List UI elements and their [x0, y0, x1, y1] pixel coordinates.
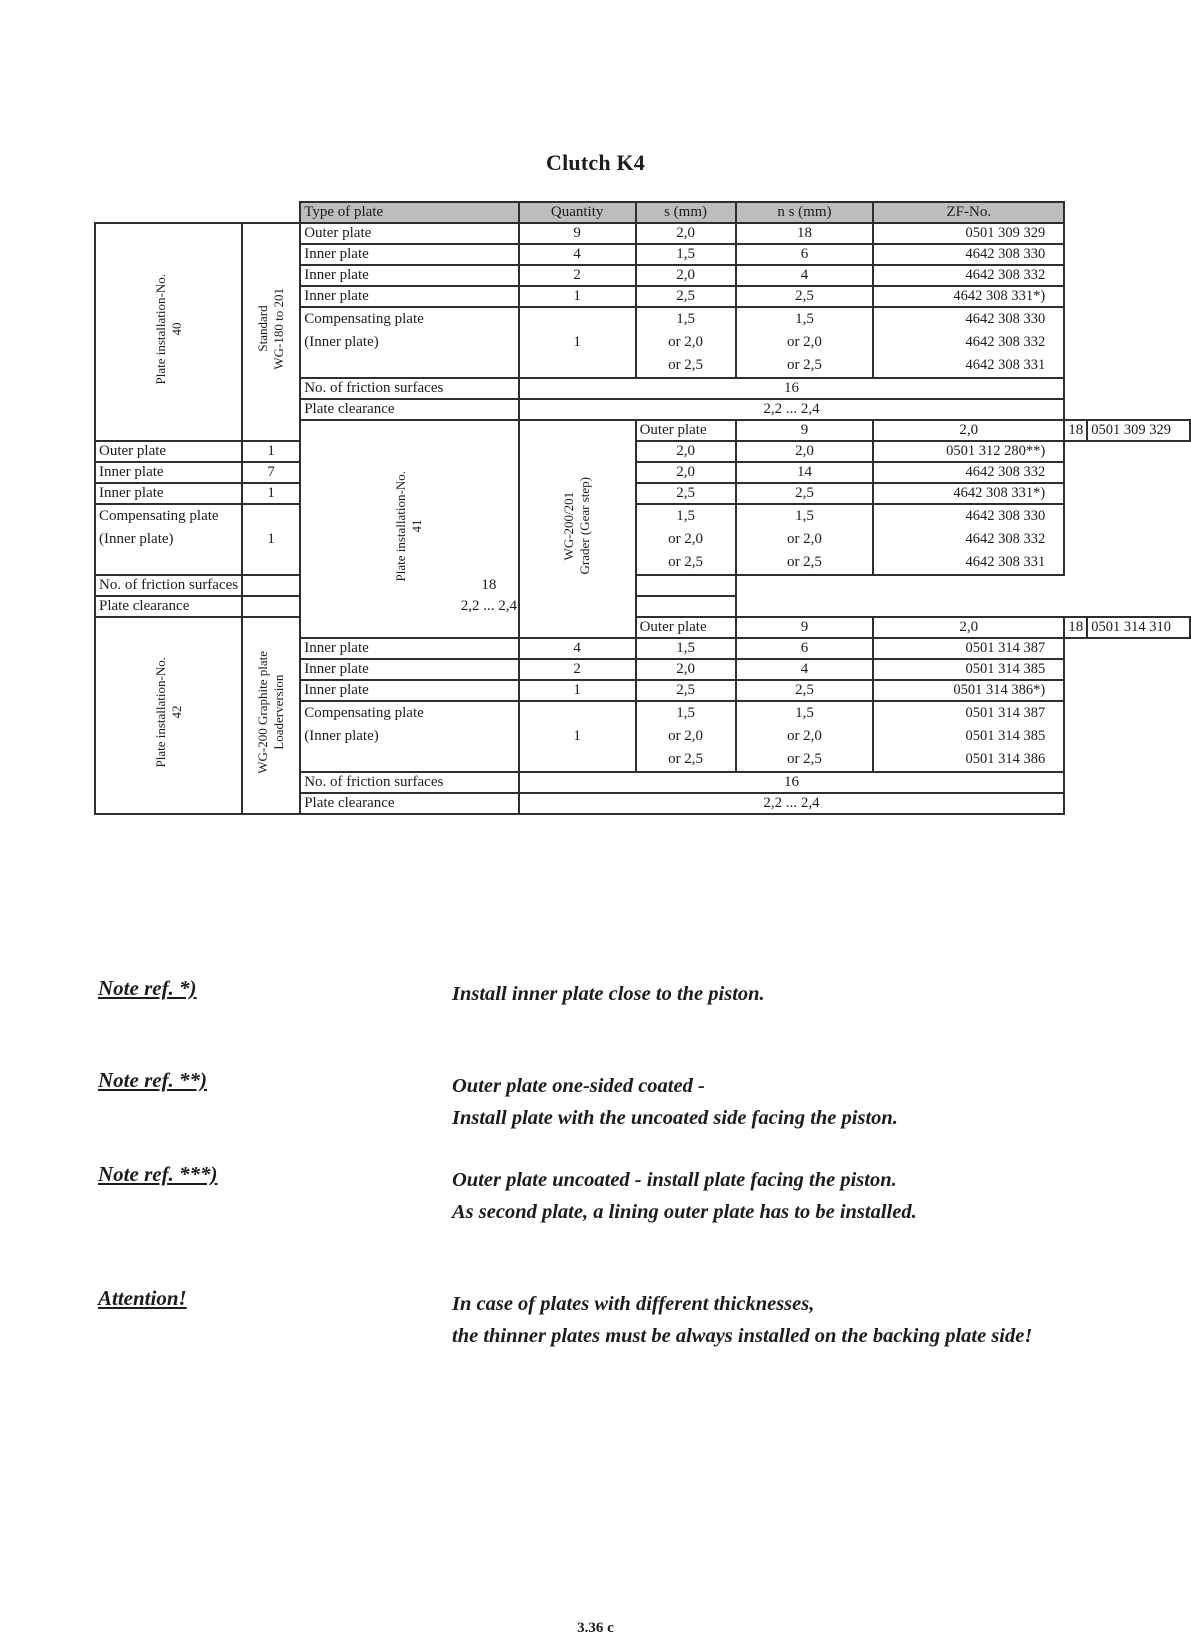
s-mm-cell: 2,0 — [873, 420, 1064, 441]
installation-number: 41 — [409, 519, 425, 533]
compensating-plate-label: Compensating plate — [304, 311, 424, 327]
plate-type-cell: Outer plate — [636, 420, 736, 441]
n-s-mm-cell: 2,5 — [736, 286, 874, 307]
plate-type-cell: Outer plate — [300, 223, 518, 244]
compensating-plate-sublabel: (Inner plate) — [304, 728, 379, 744]
installation-label-cell — [95, 617, 242, 814]
plate-type-cell — [95, 504, 242, 575]
installation-label-text: Plate installation-No. — [152, 657, 168, 768]
note-text-1 — [452, 978, 765, 1010]
zf-value-stack — [877, 308, 1045, 377]
zf-number-cell: 0501 314 310 — [1087, 617, 1190, 638]
page-number: 3.36 c — [577, 1620, 614, 1636]
note-text-2 — [452, 1070, 898, 1134]
quantity-cell: 2 — [519, 659, 636, 680]
ns-value-line-1: 1,5 — [795, 311, 814, 327]
s-mm-cell — [636, 701, 736, 772]
zf-number-cell: 4642 308 332 — [873, 265, 1064, 286]
page-title: Clutch K4 — [546, 150, 645, 175]
s-mm-cell: 2,0 — [636, 462, 736, 483]
compensating-plate-sublabel: (Inner plate) — [304, 334, 379, 350]
friction-value-cell: 18 — [242, 575, 735, 596]
zf-value-line-3: 0501 314 386 — [965, 751, 1046, 767]
s-mm-cell: 2,0 — [636, 265, 736, 286]
installation-label — [393, 471, 425, 581]
friction-value-cell: 16 — [519, 378, 1065, 399]
plate-type-cell: Inner plate — [95, 462, 242, 483]
ns-value-line-1: 1,5 — [795, 508, 814, 524]
version-cell — [242, 223, 300, 441]
zf-value-stack — [877, 702, 1045, 771]
clearance-value-cell: 2,2 ... 2,4 — [519, 399, 1065, 420]
header-n-s-mm: n s (mm) — [736, 202, 874, 223]
table-row — [95, 504, 1190, 575]
s-value-line-1: 1,5 — [676, 705, 695, 721]
attention-text-line-1: In case of plates with different thicknesses, — [452, 1293, 815, 1315]
note-ref-3: Note ref. ***) — [98, 1162, 218, 1186]
n-s-mm-cell: 14 — [736, 462, 874, 483]
note-text-2-line-2: Install plate with the uncoated side facing the piston. — [452, 1107, 898, 1129]
table-row — [95, 462, 1190, 483]
quantity-cell: 4 — [519, 638, 636, 659]
n-s-mm-cell — [736, 504, 874, 575]
ns-value-stack — [740, 308, 870, 377]
n-s-mm-cell: 4 — [736, 659, 874, 680]
version-cell — [242, 617, 300, 814]
note-ref-2: Note ref. **) — [98, 1068, 208, 1092]
zf-number-cell — [873, 504, 1064, 575]
n-s-mm-cell: 18 — [1064, 420, 1087, 441]
table-row — [95, 223, 1190, 244]
s-mm-cell — [636, 504, 736, 575]
note-text-1-line-1: Install inner plate close to the piston. — [452, 983, 765, 1005]
s-mm-cell: 2,5 — [636, 483, 736, 504]
n-s-mm-cell: 6 — [736, 638, 874, 659]
s-mm-cell: 1,5 — [636, 244, 736, 265]
installation-label-cell — [95, 223, 242, 441]
note-text-3 — [452, 1164, 917, 1228]
n-s-mm-cell: 18 — [736, 223, 874, 244]
version-line: WG-200/201 — [561, 491, 577, 561]
version-label — [561, 477, 593, 574]
zf-value-line-2: 0501 314 385 — [965, 728, 1046, 744]
header-quantity: Quantity — [519, 202, 636, 223]
zf-value-line-1: 4642 308 330 — [965, 311, 1046, 327]
plate-type-cell: Inner plate — [300, 286, 518, 307]
header-type-of-plate: Type of plate — [300, 202, 518, 223]
zf-value-line-2: 4642 308 332 — [965, 334, 1046, 350]
zf-number-cell: 4642 308 330 — [873, 244, 1064, 265]
clearance-value-cell: 2,2 ... 2,4 — [242, 596, 735, 617]
n-s-mm-cell — [736, 307, 874, 378]
header-zf-no: ZF-No. — [873, 202, 1064, 223]
zf-value-line-1: 4642 308 330 — [965, 508, 1046, 524]
s-mm-cell: 2,0 — [636, 441, 736, 462]
table-body — [95, 202, 1190, 814]
quantity-cell: 9 — [736, 617, 874, 638]
n-s-mm-cell: 4 — [736, 265, 874, 286]
friction-label-cell: No. of friction surfaces — [300, 378, 518, 399]
table-row — [95, 617, 1190, 638]
n-s-mm-cell: 6 — [736, 244, 874, 265]
quantity-cell: 4 — [519, 244, 636, 265]
note-text-3-line-2: As second plate, a lining outer plate has to be installed. — [452, 1201, 917, 1223]
version-label — [255, 651, 287, 774]
version-line: WG-180 to 201 — [271, 288, 287, 370]
ns-value-line-3: or 2,5 — [786, 554, 822, 570]
zf-number-cell: 4642 308 331*) — [873, 483, 1064, 504]
s-value-line-2: or 2,0 — [668, 531, 704, 547]
table-row — [95, 483, 1190, 504]
plate-type-cell — [300, 307, 518, 378]
zf-number-cell: 0501 314 387 — [873, 638, 1064, 659]
s-value-stack — [640, 505, 732, 574]
clearance-label-cell: Plate clearance — [300, 793, 518, 814]
compensating-plate-sublabel: (Inner plate) — [99, 531, 174, 547]
clearance-value-cell: 2,2 ... 2,4 — [519, 793, 1065, 814]
clearance-label-cell: Plate clearance — [300, 399, 518, 420]
zf-value-line-3: 4642 308 331 — [965, 554, 1046, 570]
header-s-mm: s (mm) — [636, 202, 736, 223]
clearance-row — [95, 596, 1190, 617]
plate-type-cell: Outer plate — [636, 617, 736, 638]
ns-value-line-1: 1,5 — [795, 705, 814, 721]
quantity-cell: 2 — [519, 265, 636, 286]
s-value-line-2: or 2,0 — [668, 334, 704, 350]
quantity-cell: 1 — [242, 504, 300, 575]
zf-number-cell — [873, 701, 1064, 772]
quantity-cell: 7 — [242, 462, 300, 483]
s-mm-cell: 2,0 — [873, 617, 1064, 638]
zf-value-line-2: 4642 308 332 — [965, 531, 1046, 547]
s-value-stack — [640, 702, 732, 771]
s-value-line-3: or 2,5 — [668, 357, 704, 373]
plate-type-cell — [300, 701, 518, 772]
zf-number-cell: 4642 308 332 — [873, 462, 1064, 483]
ns-value-line-2: or 2,0 — [786, 728, 822, 744]
s-mm-cell: 1,5 — [636, 638, 736, 659]
plate-type-cell: Inner plate — [300, 265, 518, 286]
zf-number-cell: 0501 314 386*) — [873, 680, 1064, 701]
s-value-line-2: or 2,0 — [668, 728, 704, 744]
ns-value-line-3: or 2,5 — [786, 357, 822, 373]
zf-number-cell: 4642 308 331*) — [873, 286, 1064, 307]
zf-number-cell — [873, 307, 1064, 378]
s-value-line-1: 1,5 — [676, 311, 695, 327]
s-value-stack — [640, 308, 732, 377]
zf-number-cell: 0501 309 329 — [1087, 420, 1190, 441]
zf-value-line-3: 4642 308 331 — [965, 357, 1046, 373]
zf-number-cell: 0501 312 280**) — [873, 441, 1064, 462]
ns-value-stack — [740, 702, 870, 771]
installation-number: 40 — [168, 322, 184, 336]
quantity-cell: 9 — [736, 420, 874, 441]
s-mm-cell: 2,0 — [636, 223, 736, 244]
zf-number-cell: 0501 314 385 — [873, 659, 1064, 680]
quantity-cell: 1 — [519, 680, 636, 701]
installation-number: 42 — [168, 706, 184, 719]
ns-value-line-2: or 2,0 — [786, 334, 822, 350]
installation-label — [153, 274, 185, 384]
plate-type-cell: Inner plate — [300, 659, 518, 680]
s-mm-cell: 2,5 — [636, 286, 736, 307]
zf-value-stack — [877, 505, 1045, 574]
plate-type-cell: Inner plate — [300, 680, 518, 701]
installation-label-text: Plate installation-No. — [152, 273, 168, 385]
note-ref-1: Note ref. *) — [98, 976, 197, 1000]
compensating-plate-label: Compensating plate — [99, 508, 219, 524]
zf-number-cell: 0501 309 329 — [873, 223, 1064, 244]
ns-value-stack — [740, 505, 870, 574]
s-mm-cell: 2,0 — [636, 659, 736, 680]
quantity-cell: 1 — [519, 307, 636, 378]
n-s-mm-cell: 2,5 — [736, 483, 874, 504]
note-text-3-line-1: Outer plate uncoated - install plate facing the piston. — [452, 1169, 897, 1191]
version-line: Loaderversion — [271, 674, 287, 751]
n-s-mm-cell — [736, 701, 874, 772]
version-line: Grader (Gear step) — [577, 477, 593, 575]
attention-text — [452, 1288, 1032, 1352]
n-s-mm-cell: 2,0 — [736, 441, 874, 462]
note-text-2-line-1: Outer plate one-sided coated - — [452, 1075, 705, 1097]
n-s-mm-cell: 2,5 — [736, 680, 874, 701]
quantity-cell: 1 — [519, 701, 636, 772]
ns-value-line-2: or 2,0 — [786, 531, 822, 547]
attention-label: Attention! — [98, 1286, 187, 1310]
s-mm-cell: 2,5 — [636, 680, 736, 701]
quantity-cell: 1 — [519, 286, 636, 307]
s-value-line-3: or 2,5 — [668, 751, 704, 767]
ns-value-line-3: or 2,5 — [786, 751, 822, 767]
plate-type-cell: Inner plate — [300, 638, 518, 659]
version-line: WG-200 Graphite plate — [255, 651, 271, 774]
friction-label-cell: No. of friction surfaces — [95, 575, 242, 596]
quantity-cell: 1 — [242, 483, 300, 504]
plate-type-cell: Inner plate — [95, 483, 242, 504]
zf-value-line-1: 0501 314 387 — [965, 705, 1046, 721]
s-mm-cell — [636, 307, 736, 378]
header-row — [95, 202, 1190, 223]
attention-text-line-2: the thinner plates must be always installed on the backing plate side! — [452, 1325, 1033, 1347]
installation-label-text: Plate installation-No. — [393, 470, 409, 582]
installation-label — [153, 657, 185, 767]
plate-type-cell: Inner plate — [300, 244, 518, 265]
s-value-line-3: or 2,5 — [668, 554, 704, 570]
n-s-mm-cell: 18 — [1064, 617, 1087, 638]
friction-value-cell: 16 — [519, 772, 1065, 793]
version-label — [255, 288, 287, 370]
clutch-plate-table — [94, 201, 1191, 815]
s-value-line-1: 1,5 — [676, 508, 695, 524]
version-line: Standard — [255, 305, 271, 353]
compensating-plate-label: Compensating plate — [304, 705, 424, 721]
table-row — [95, 441, 1190, 462]
quantity-cell: 1 — [242, 441, 300, 462]
quantity-cell: 9 — [519, 223, 636, 244]
friction-label-cell: No. of friction surfaces — [300, 772, 518, 793]
friction-row — [95, 575, 1190, 596]
clearance-label-cell: Plate clearance — [95, 596, 242, 617]
plate-type-cell: Outer plate — [95, 441, 242, 462]
